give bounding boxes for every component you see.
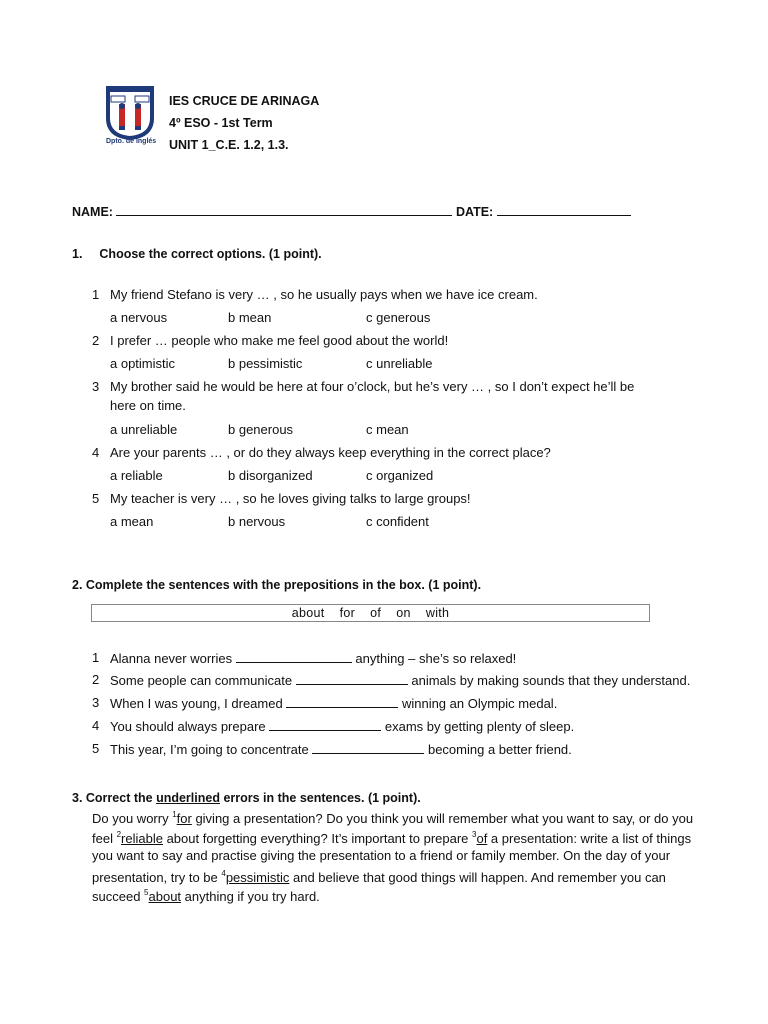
section1-number: 1.: [72, 247, 83, 261]
sentence-number: 3: [92, 695, 100, 710]
date-label: DATE:: [455, 205, 494, 219]
option-a[interactable]: a unreliable: [110, 422, 178, 437]
option-b[interactable]: b pessimistic: [228, 356, 303, 371]
option-c[interactable]: c mean: [366, 422, 409, 437]
answer-blank[interactable]: [286, 695, 398, 708]
name-field[interactable]: [116, 203, 452, 216]
section2-title: 2. Complete the sentences with the prepositions in the box. (1 point).: [72, 578, 482, 592]
option-b[interactable]: b nervous: [228, 514, 286, 529]
question-text: My friend Stefano is very … , so he usually pays when we have ice cream.: [110, 287, 538, 302]
answer-blank[interactable]: [236, 650, 352, 663]
paragraph-line: presentation, try to be $^4$pessimistic and believe that good things will happen. And remember you can: [92, 869, 666, 885]
section1-title: [72, 247, 322, 261]
word-box: about for of on with: [91, 604, 650, 622]
name-row: [72, 203, 631, 219]
option-b[interactable]: b disorganized: [228, 468, 313, 483]
error-1: for: [176, 811, 192, 826]
sentence-number: 4: [92, 718, 100, 733]
section1-title-text: Choose the correct options. (1 point).: [99, 247, 322, 261]
error-3: of: [476, 831, 488, 846]
logo-caption: Dpto. de Inglés: [106, 138, 157, 145]
date-field[interactable]: [497, 203, 631, 216]
option-c[interactable]: c organized: [366, 468, 434, 483]
option-b[interactable]: b generous: [228, 422, 294, 437]
paragraph-line: feel $^2$reliable about forgetting everything? It’s important to prepare $^3$of a presentation: write a list of things: [92, 830, 692, 846]
paragraph-line: succeed $^5$about anything if you try hard.: [92, 888, 320, 904]
option-a[interactable]: a nervous: [110, 310, 168, 325]
sentence-number: 1: [92, 650, 100, 665]
paragraph-line: you want to say and practise giving the presentation to a friend or family member. On the day of your: [92, 848, 671, 863]
sentence: When I was young, I dreamed winning an Olympic medal.: [110, 696, 558, 711]
option-c[interactable]: c generous: [366, 310, 431, 325]
answer-blank[interactable]: [296, 672, 408, 685]
school-logo: [100, 84, 160, 154]
paragraph-line: Do you worry $^1$for giving a presentation? Do you think you will remember what you want to say, or do you: [92, 810, 694, 826]
school-name: IES CRUCE DE ARINAGA: [169, 94, 320, 108]
sentence: You should always prepare exams by getting plenty of sleep.: [110, 719, 575, 734]
error-5: about: [148, 889, 182, 904]
question-number: 5: [92, 491, 100, 506]
question-number: 1: [92, 287, 100, 302]
error-2: reliable: [121, 831, 163, 846]
question-text: My teacher is very … , so he loves giving talks to large groups!: [110, 491, 471, 506]
sentence: Some people can communicate animals by making sounds that they understand.: [110, 673, 691, 688]
question-text: Are your parents … , or do they always keep everything in the correct place?: [110, 445, 551, 460]
sentence: Alanna never worries anything – she’s so relaxed!: [110, 651, 517, 666]
option-a[interactable]: a optimistic: [110, 356, 176, 371]
name-label: NAME:: [72, 205, 113, 219]
error-4: pessimistic: [225, 870, 290, 885]
option-b[interactable]: b mean: [228, 310, 272, 325]
option-c[interactable]: c confident: [366, 514, 429, 529]
question-number: 3: [92, 379, 100, 394]
option-a[interactable]: a reliable: [110, 468, 163, 483]
question-number: 2: [92, 333, 100, 348]
answer-blank[interactable]: [269, 718, 381, 731]
sentence-number: 5: [92, 741, 100, 756]
section3-title: 3. Correct the underlined errors in the sentences. (1 point).: [72, 791, 421, 805]
school-crest-icon: [100, 84, 160, 140]
sentence: This year, I’m going to concentrate becoming a better friend.: [110, 742, 572, 757]
question-text: My brother said he would be here at four o’clock, but he’s very … , so I don’t expect he’ll be: [110, 379, 635, 394]
option-a[interactable]: a mean: [110, 514, 154, 529]
question-text: I prefer … people who make me feel good about the world!: [110, 333, 449, 348]
question-number: 4: [92, 445, 100, 460]
option-c[interactable]: c unreliable: [366, 356, 433, 371]
course-label: 4º ESO - 1st Term: [169, 116, 273, 130]
question-text-continued: here on time.: [110, 398, 186, 413]
answer-blank[interactable]: [312, 741, 424, 754]
unit-label: UNIT 1_C.E. 1.2, 1.3.: [169, 138, 289, 152]
sentence-number: 2: [92, 672, 100, 687]
